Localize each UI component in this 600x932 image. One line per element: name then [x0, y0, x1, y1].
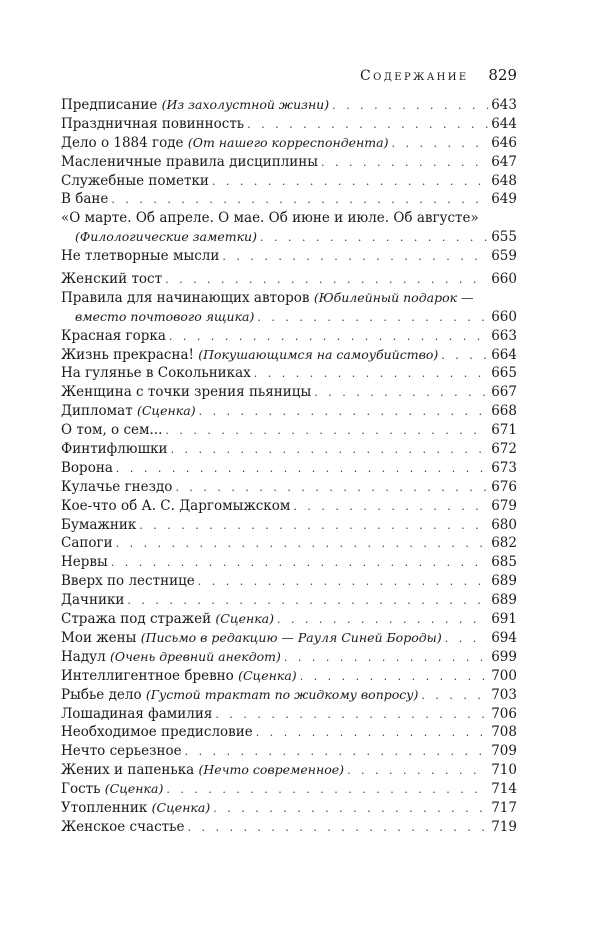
dot-leader: [199, 403, 489, 422]
toc-entry-page-number: 680: [491, 516, 517, 533]
toc-entry-page-number: 709: [491, 743, 517, 760]
toc-entry-title: [61, 818, 184, 837]
toc-entry[interactable]: [61, 761, 517, 780]
toc-entry-title: [61, 761, 344, 780]
toc-entry-main-title: Служебные пометки: [61, 172, 209, 189]
toc-entry-main-title: На гулянье в Сокольниках: [61, 365, 251, 382]
toc-entry[interactable]: [61, 289, 517, 308]
toc-entry-subtitle: (Юбилейный подарок —: [313, 289, 474, 305]
toc-entry-title: [61, 115, 244, 134]
toc-entry[interactable]: [61, 346, 517, 365]
dot-leader: [247, 116, 488, 135]
toc-entry-title: [61, 210, 479, 226]
toc-entry[interactable]: [61, 327, 517, 346]
toc-entry-continuation[interactable]: [61, 228, 517, 247]
toc-entry-main-title: Стража под стражей: [61, 611, 216, 628]
toc-entry-title: [61, 799, 210, 818]
toc-entry-title: [61, 364, 251, 383]
dot-leader: [139, 517, 488, 536]
toc-entry-main-title: Красная горка: [61, 327, 166, 344]
toc-entry[interactable]: [61, 459, 517, 478]
toc-entry[interactable]: [61, 572, 517, 591]
dot-leader: [185, 743, 489, 762]
dot-leader: [213, 800, 488, 819]
toc-entry-title: [61, 383, 311, 402]
dot-leader: [215, 706, 488, 725]
toc-entry[interactable]: [61, 153, 517, 172]
toc-entry-page-number: 664: [491, 346, 517, 363]
toc-entry[interactable]: [61, 421, 517, 440]
page-number: 829: [488, 66, 517, 84]
dot-leader: [171, 441, 489, 460]
dot-leader: [321, 154, 488, 173]
toc-entry[interactable]: [61, 742, 517, 761]
toc-entry-main-title: Кулачье гнездо: [61, 478, 173, 495]
toc-entry-page-number: 682: [491, 535, 517, 552]
toc-entry-main-title: Сапоги: [61, 535, 113, 552]
dot-leader: [421, 687, 488, 706]
toc-entry-page-number: 694: [491, 629, 517, 646]
dot-leader: [293, 498, 488, 517]
toc-entry[interactable]: [61, 818, 517, 837]
toc-entry-subtitle: (Покушающимся на самоубийство): [198, 346, 439, 362]
toc-entry-page-number: 710: [491, 762, 517, 779]
dot-leader: [256, 724, 488, 743]
toc-entry[interactable]: [61, 705, 517, 724]
toc-entry-title: [61, 667, 297, 686]
toc-entry[interactable]: [61, 610, 517, 629]
toc-entry-subtitle: (Филологические заметки): [75, 229, 257, 245]
toc-entry-title: [61, 686, 418, 705]
toc-entry-title: [75, 308, 254, 327]
toc-entry[interactable]: [61, 516, 517, 535]
dot-leader: [111, 191, 488, 210]
dot-leader: [347, 762, 488, 781]
toc-entry[interactable]: [61, 591, 517, 610]
dot-leader: [260, 229, 488, 248]
toc-entry-subtitle: (От нашего корреспондента): [187, 134, 389, 150]
dot-leader: [441, 347, 488, 366]
toc-entry-title: [61, 327, 166, 346]
toc-entry-title: [61, 153, 318, 172]
toc-entry-page-number: 714: [491, 781, 517, 798]
toc-entry-title: [61, 648, 281, 667]
toc-entry-page-number: 660: [491, 271, 517, 288]
toc-entry-main-title: Дело о 1884 годе: [61, 134, 188, 151]
toc-entry-title: [61, 723, 253, 742]
dot-leader: [332, 97, 488, 116]
toc-entry-main-title: Надул: [61, 648, 110, 665]
dot-leader: [116, 535, 489, 554]
toc-entry-title: [75, 228, 257, 247]
toc-entry-page-number: 673: [491, 459, 517, 476]
toc-entry-title: [61, 134, 388, 153]
toc-entry-page-number: 689: [491, 592, 517, 609]
toc-entry[interactable]: [61, 723, 517, 742]
toc-entry-subtitle: вместо почтового ящика): [75, 308, 255, 324]
toc-entry-page-number: 700: [491, 667, 517, 684]
toc-entry-main-title: Необходимое предисловие: [61, 724, 253, 741]
toc-entry[interactable]: [61, 134, 517, 153]
toc-entry[interactable]: [61, 96, 517, 115]
toc-entry-main-title: Женский тост: [61, 271, 163, 288]
toc-entry[interactable]: [61, 629, 517, 648]
toc-entry-title: [61, 421, 162, 440]
toc-entry-title: [61, 290, 474, 306]
toc-entry-page-number: 717: [491, 799, 517, 816]
dot-leader: [198, 573, 488, 592]
toc-entry[interactable]: [61, 190, 517, 209]
toc-entry-page-number: 643: [491, 97, 517, 113]
toc-entry-page-number: 655: [491, 229, 517, 246]
toc-entry[interactable]: [61, 402, 517, 421]
toc-entry-page-number: 644: [491, 115, 517, 132]
dot-leader: [165, 271, 488, 290]
dot-leader: [300, 668, 489, 687]
toc-entry-main-title: Женщина с точки зрения пьяницы: [61, 384, 312, 401]
toc-entry-page-number: 668: [491, 403, 517, 420]
toc-entry-main-title: Праздничная повинность: [61, 115, 245, 132]
toc-entry-title: [61, 742, 182, 761]
toc-entry-page-number: 719: [491, 818, 517, 835]
toc-entry-subtitle: (Нечто современное): [198, 762, 345, 778]
toc-entry-main-title: Финтифлюшки: [61, 441, 168, 458]
toc-entry-subtitle: (Густой трактат по жидкому вопросу): [145, 686, 419, 702]
toc-entry-page-number: 665: [491, 365, 517, 382]
toc-entry-title: [61, 270, 162, 289]
toc-entry-main-title: Жизнь прекрасна!: [61, 346, 199, 363]
running-title: Содержание: [360, 68, 469, 84]
toc-entry-title: [61, 346, 438, 365]
toc-entry-title: [61, 247, 219, 266]
toc-entry-page-number: 703: [491, 686, 517, 703]
toc-entry[interactable]: [61, 364, 517, 383]
dot-leader: [284, 649, 488, 668]
toc-entry-main-title: Бумажник: [61, 516, 137, 533]
toc-entry-title: [61, 572, 195, 591]
toc-entry-main-title: Дипломат: [61, 403, 137, 420]
toc-entry-title: [61, 629, 442, 648]
toc-entry-page-number: 706: [491, 705, 517, 722]
toc-entry-page-number: 671: [491, 422, 517, 439]
toc-entry-page-number: 646: [491, 134, 517, 151]
toc-entry-main-title: Нервы: [61, 554, 108, 571]
toc-entry-title: [61, 610, 274, 629]
table-of-contents: [61, 96, 517, 837]
toc-entry[interactable]: [61, 270, 517, 289]
dot-leader: [257, 309, 488, 328]
toc-entry[interactable]: [61, 115, 517, 134]
toc-entry-page-number: 699: [491, 648, 517, 665]
toc-entry-title: [61, 459, 113, 478]
toc-entry[interactable]: [61, 209, 517, 228]
toc-entry-title: [61, 591, 124, 610]
toc-entry[interactable]: [61, 172, 517, 191]
toc-entry-main-title: Ворона: [61, 459, 113, 476]
toc-entry-main-title: Нечто серьезное: [61, 743, 182, 760]
toc-entry-page-number: 667: [491, 384, 517, 401]
toc-entry[interactable]: [61, 667, 517, 686]
toc-entry-main-title: Гость: [61, 781, 105, 798]
dot-leader: [277, 611, 488, 630]
toc-entry[interactable]: [61, 534, 517, 553]
toc-entry[interactable]: [61, 648, 517, 667]
toc-entry-main-title: О том, о сем...: [61, 422, 163, 439]
toc-entry-subtitle: (Письмо в редакцию — Рауля Синей Бороды): [140, 629, 442, 645]
toc-entry[interactable]: [61, 440, 517, 459]
dot-leader: [166, 781, 488, 800]
toc-entry-subtitle: (Сценка): [136, 403, 196, 419]
toc-entry-page-number: 708: [491, 724, 517, 741]
toc-entry-page-number: 659: [491, 248, 517, 265]
toc-entry-title: [61, 440, 168, 459]
dot-leader: [391, 135, 488, 154]
toc-entry-page-number: 689: [491, 573, 517, 590]
toc-entry[interactable]: [61, 799, 517, 818]
toc-entry-title: [61, 534, 113, 553]
toc-entry-title: [61, 478, 172, 497]
toc-entry-main-title: Вверх по лестнице: [61, 573, 195, 590]
toc-entry-title: [61, 553, 108, 572]
toc-entry-main-title: Интеллигентное бревно: [61, 667, 239, 684]
dot-leader: [314, 384, 488, 403]
toc-entry-main-title: Правила для начинающих авторов: [61, 289, 314, 306]
page-header: [360, 66, 517, 86]
dot-leader: [111, 554, 488, 573]
toc-entry[interactable]: [61, 383, 517, 402]
toc-entry-title: [61, 516, 136, 535]
toc-entry-title: [61, 96, 329, 115]
toc-entry-title: [61, 497, 290, 516]
toc-entry-main-title: Жених и папенька: [61, 762, 199, 779]
toc-entry-title: [61, 780, 163, 799]
toc-entry-subtitle: (Сценка): [215, 611, 274, 627]
toc-entry-main-title: «О марте. Об апреле. О мае. Об июне и июле. Об августе»: [61, 210, 479, 227]
toc-entry-page-number: 672: [491, 441, 517, 458]
toc-entry[interactable]: [61, 780, 517, 799]
toc-entry[interactable]: [61, 553, 517, 572]
toc-entry-title: [61, 705, 212, 724]
toc-entry-main-title: Мои жены: [61, 629, 141, 646]
toc-entry-subtitle: (Очень древний анекдот): [109, 648, 281, 664]
toc-entry-page-number: 679: [491, 497, 517, 514]
toc-entry-title: [61, 190, 108, 209]
toc-entry-page-number: 647: [491, 153, 517, 170]
toc-entry[interactable]: [61, 247, 517, 266]
toc-entry-page-number: 660: [491, 308, 517, 325]
dot-leader: [175, 479, 488, 498]
toc-entry-subtitle: (Сценка): [104, 781, 164, 797]
toc-entry-main-title: Кое-что об А. С. Даргомыжском: [61, 497, 291, 514]
dot-leader: [127, 592, 488, 611]
toc-entry-main-title: Утопленник: [61, 799, 152, 816]
toc-entry[interactable]: [61, 478, 517, 497]
toc-entry-page-number: 648: [491, 172, 517, 189]
toc-entry-title: [61, 172, 209, 191]
toc-entry-title: [61, 402, 196, 421]
toc-entry-main-title: Женское счастье: [61, 818, 185, 835]
toc-entry-page-number: 676: [491, 478, 517, 495]
toc-entry-page-number: 685: [491, 554, 517, 571]
dot-leader: [445, 630, 489, 649]
toc-entry-main-title: Не тлетворные мысли: [61, 248, 220, 265]
toc-entry-continuation[interactable]: [61, 308, 517, 327]
dot-leader: [116, 460, 488, 479]
toc-entry[interactable]: [61, 686, 517, 705]
toc-entry-subtitle: (Из захолустной жизни): [161, 97, 330, 112]
toc-entry-page-number: 663: [491, 327, 517, 344]
dot-leader: [222, 248, 488, 267]
toc-entry-main-title: Лошадиная фамилия: [61, 705, 213, 722]
toc-entry-main-title: В бане: [61, 191, 109, 208]
toc-entry-page-number: 649: [491, 191, 517, 208]
toc-entry[interactable]: [61, 497, 517, 516]
toc-entry-subtitle: (Сценка): [238, 667, 297, 683]
dot-leader: [165, 422, 488, 441]
toc-entry-main-title: Дачники: [61, 592, 125, 609]
dot-leader: [169, 328, 488, 347]
toc-entry-main-title: Предписание: [61, 97, 162, 113]
toc-entry-subtitle: (Сценка): [151, 799, 211, 815]
toc-entry-main-title: Масленичные правила дисциплины: [61, 153, 319, 170]
toc-entry-page-number: 691: [491, 611, 517, 628]
dot-leader: [212, 173, 488, 192]
dot-leader: [254, 365, 488, 384]
toc-entry-main-title: Рыбье дело: [61, 686, 146, 703]
dot-leader: [187, 819, 488, 838]
